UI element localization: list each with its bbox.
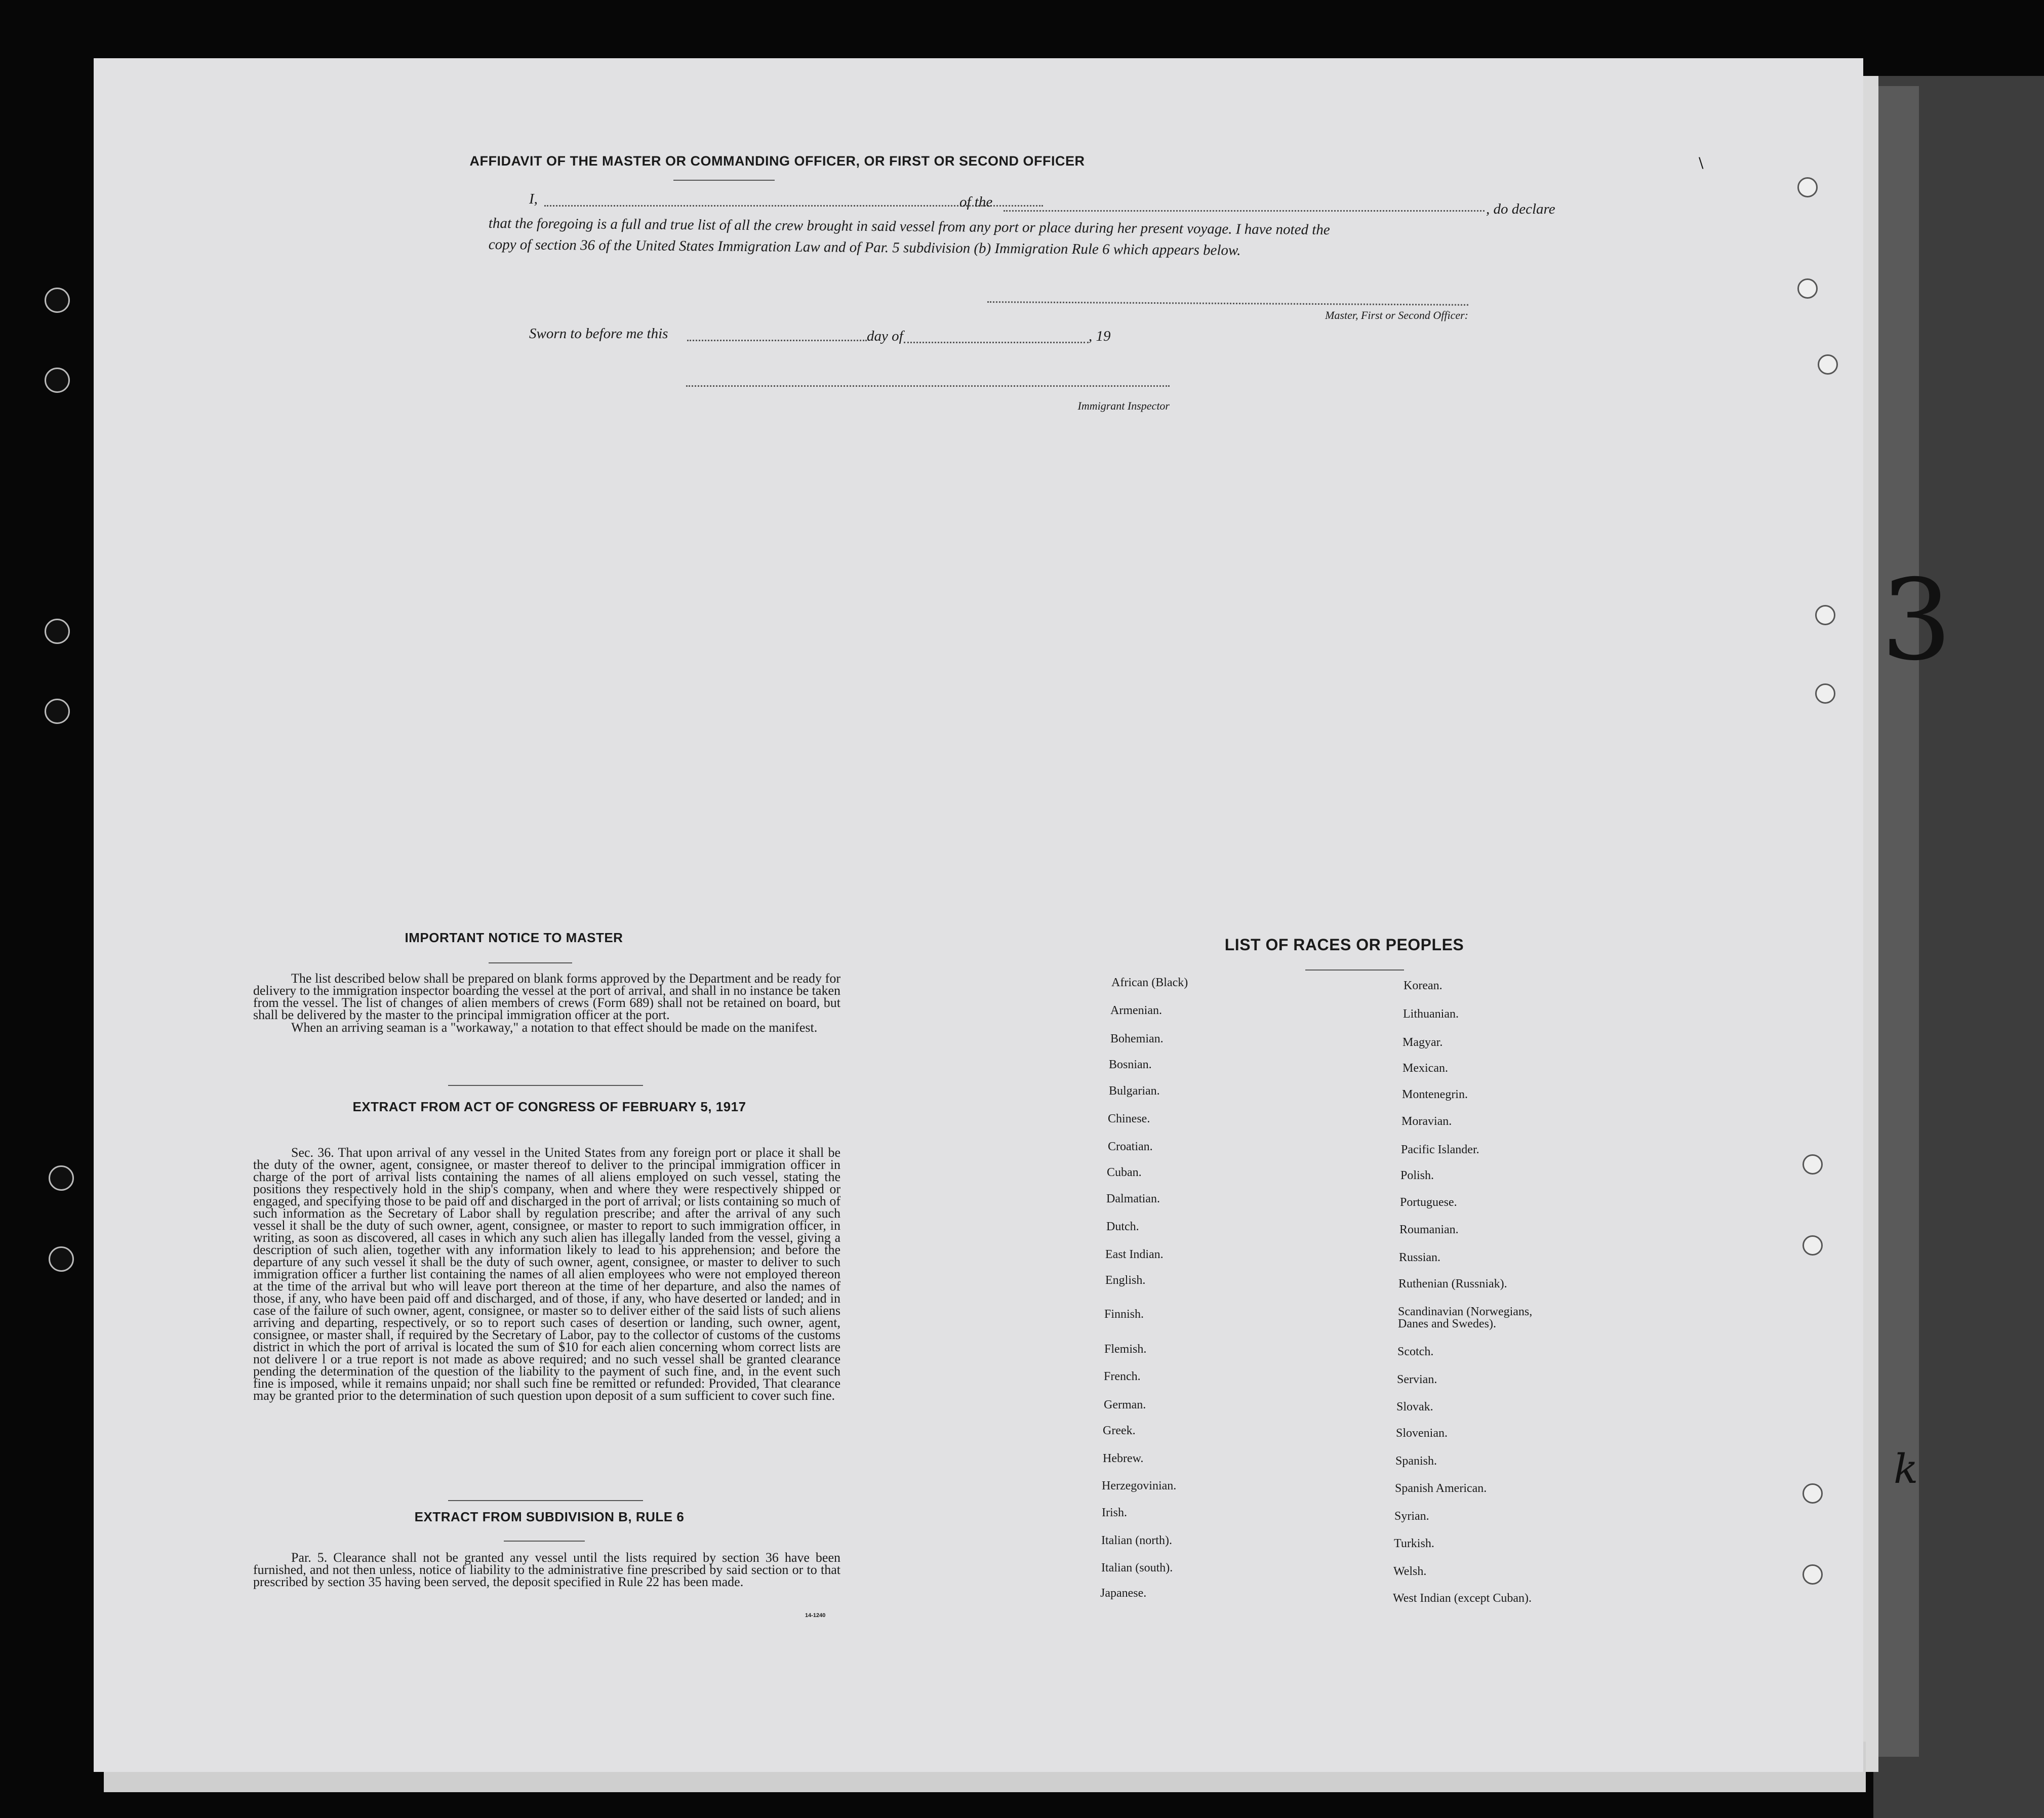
extract-rule-title: EXTRACT FROM SUBDIVISION B, RULE 6 xyxy=(414,1509,685,1524)
race-left-item: Greek. xyxy=(1103,1424,1136,1437)
race-right-item: Portuguese. xyxy=(1400,1196,1457,1209)
race-left-item: Dutch. xyxy=(1106,1220,1139,1233)
race-right-item: Slovak. xyxy=(1396,1400,1433,1413)
race-left-item: Armenian. xyxy=(1110,1004,1162,1017)
race-left-item: Hebrew. xyxy=(1103,1452,1144,1465)
race-right-item: Polish. xyxy=(1400,1169,1434,1182)
notice-title: IMPORTANT NOTICE TO MASTER xyxy=(405,930,623,945)
races-rule xyxy=(1305,969,1404,971)
inspector-caption: Immigrant Inspector xyxy=(1077,399,1170,412)
section-rule xyxy=(504,1541,585,1542)
race-left-item: Herzegovinian. xyxy=(1102,1479,1177,1492)
race-right-item: Scotch. xyxy=(1397,1345,1434,1358)
race-right-item: Spanish American. xyxy=(1395,1482,1487,1495)
form-number: 14-1240 xyxy=(805,1612,826,1619)
punch-hole xyxy=(1802,1154,1823,1175)
race-right-item: West Indian (except Cuban). xyxy=(1393,1592,1532,1605)
race-left-item: Japanese. xyxy=(1100,1587,1147,1600)
binder-hole xyxy=(49,1165,74,1191)
notice-rule xyxy=(489,962,572,963)
races-title: LIST OF RACES OR PEOPLES xyxy=(1224,936,1464,954)
affidavit-of-label: of the xyxy=(959,194,993,210)
section-rule xyxy=(448,1500,643,1501)
race-left-item: Dalmatian. xyxy=(1106,1192,1160,1205)
affidavit-declare-label: , do declare xyxy=(1486,201,1555,217)
sworn-day-blank[interactable] xyxy=(687,340,867,341)
race-right-item: Pacific Islander. xyxy=(1401,1143,1479,1156)
sworn-year-label: , 19 xyxy=(1089,328,1111,344)
race-left-item: Cuban. xyxy=(1107,1166,1142,1179)
race-right-item: Roumanian. xyxy=(1399,1223,1459,1236)
master-signature-line[interactable] xyxy=(987,301,1468,306)
race-left-item: Irish. xyxy=(1102,1506,1127,1519)
race-right-item: Turkish. xyxy=(1394,1537,1434,1550)
punch-hole xyxy=(1797,177,1818,197)
binder-hole xyxy=(45,368,70,393)
race-right-item: Moravian. xyxy=(1401,1115,1452,1128)
punch-hole xyxy=(1802,1235,1823,1256)
race-left-item: Bosnian. xyxy=(1109,1058,1152,1071)
affidavit-line-3: copy of section 36 of the United States Immigration Law and of Par. 5 subdivision (b) Immigration Rule 6 which appears below. xyxy=(488,236,1241,259)
sworn-month-blank[interactable] xyxy=(904,342,1089,343)
race-right-item: Scandinavian (Norwegians, Danes and Swedes). xyxy=(1398,1305,1533,1330)
notice-paragraph-1: The list described below shall be prepared on blank forms approved by the Department and be ready for delivery to the immigration inspector boarding the vessel at the port of arrival, and shall in no instance be taken from the vessel. The list of changes of alien members of crews (Form 689) shall not be retained on board, but shall be delivered by the master to the principal immigration officer at the port. xyxy=(253,971,840,1022)
race-right-item: Welsh. xyxy=(1393,1565,1427,1578)
affidavit-title: AFFIDAVIT OF THE MASTER OR COMMANDING OFFICER, OR FIRST OR SECOND OFFICER xyxy=(469,153,1085,169)
page-number-handwritten: 3 xyxy=(1881,555,1952,685)
notice-paragraph-2: When an arriving seaman is a "workaway," a notation to that effect should be made on the manifest. xyxy=(291,1020,818,1035)
race-left-item: Italian (south). xyxy=(1101,1561,1173,1574)
affidavit-line-2: that the foregoing is a full and true list of all the crew brought in said vessel from any port or place during her present voyage. I have noted the xyxy=(488,215,1330,238)
punch-hole xyxy=(1815,683,1835,704)
race-right-item: Russian. xyxy=(1399,1251,1441,1264)
race-right-item: Lithuanian. xyxy=(1403,1007,1459,1021)
race-right-item: Ruthenian (Russniak). xyxy=(1398,1277,1507,1290)
race-right-item: Korean. xyxy=(1404,979,1442,992)
race-right-item: Syrian. xyxy=(1394,1510,1429,1523)
margin-tick: \ xyxy=(1699,154,1704,171)
race-left-item: Bulgarian. xyxy=(1109,1084,1160,1098)
race-right-item: Mexican. xyxy=(1402,1062,1448,1075)
section-rule xyxy=(448,1085,643,1086)
sworn-day-label: day of xyxy=(867,328,903,344)
margin-fragment: k xyxy=(1894,1445,1918,1492)
punch-hole xyxy=(1802,1564,1823,1585)
title-rule xyxy=(673,180,775,181)
extract-act-text: Sec. 36. That upon arrival of any vessel in the United States from any foreign port or place it shall be the duty of the owner, agent, consignee, or master thereof to deliver to the principal immigration officer in charge of the port of arrival lists containing the names of all aliens employed on such vessel, stating the positions they respectively hold in the ship's company, when and where they were respectively shipped or engaged, and specifying those to be paid off and discharged in the port of arrival; or lists containing so much of such information as the Secretary of Labor shall by regulation prescribe; and after the arrival of any such vessel it shall be the duty of such owner, agent, consignee, or master to report to such immigration officer, in writing, as soon as discovered, all cases in which any such alien has illegally landed from the vessel, giving a description of such alien, together with any information likely to lead to his apprehension; and before the departure of any such vessel it shall be the duty of such owner, agent, consignee, or master to deliver to such immigration officer a further list containing the names of all alien employees who were not employed thereon at the time of the arrival but who will leave port thereon at the time of her departure, and also the names of those, if any, who have been paid off and discharged, and of those, if any, who have deserted or landed; and in case of the failure of such owner, agent, consignee, or master so to deliver either of the said lists of such aliens arriving and departing, respectively, or so to report such cases of desertion or landing, such owner, agent, consignee, or master shall, if required by the Secretary of Labor, pay to the collector of customs of the customs district in which the port of arrival is located the sum of $10 for each alien concerning whom correct lists are not delivere l or a true report is not made as above required; and no such vessel shall be granted clearance pending the determination of the question of the liability to the payment of such fine, and, in the event such fine is imposed, while it remains unpaid; nor shall such fine be remitted or refunded: Provided, That clearance may be granted prior to the determination of such question upon deposit of a sum sufficient to cover such fine. xyxy=(253,1145,840,1403)
punch-hole xyxy=(1818,354,1838,375)
race-left-item: Croatian. xyxy=(1108,1140,1153,1153)
inspector-signature-line[interactable] xyxy=(686,385,1170,387)
race-left-item: Flemish. xyxy=(1104,1343,1147,1356)
binder-hole xyxy=(45,699,70,724)
extract-rule-text: Par. 5. Clearance shall not be granted any vessel until the lists required by section 36 have been furnished, and not then unless, notice of liability to the administrative fine prescribed by said section or to that prescribed by section 35 having been served, the deposit specified in Rule 22 has been made. xyxy=(253,1550,840,1589)
race-left-item: East Indian. xyxy=(1105,1248,1164,1261)
vessel-blank[interactable] xyxy=(1004,210,1485,212)
race-right-item: Montenegrin. xyxy=(1402,1088,1468,1101)
binder-hole xyxy=(49,1246,74,1272)
race-left-item: Bohemian. xyxy=(1110,1032,1164,1045)
binder-hole xyxy=(45,288,70,313)
race-left-item: Italian (north). xyxy=(1101,1534,1172,1547)
race-right-item: Magyar. xyxy=(1402,1036,1443,1049)
race-left-item: African (Black) xyxy=(1111,976,1188,989)
race-left-item: German. xyxy=(1104,1398,1146,1411)
race-right-item: Slovenian. xyxy=(1396,1427,1448,1440)
punch-hole xyxy=(1815,605,1835,625)
punch-hole xyxy=(1802,1483,1823,1504)
extract-act-title: EXTRACT FROM ACT OF CONGRESS OF FEBRUARY 5, 1917 xyxy=(352,1099,746,1114)
sworn-prefix: Sworn to before me this xyxy=(529,326,668,342)
race-left-item: English. xyxy=(1105,1274,1146,1287)
race-left-item: French. xyxy=(1104,1370,1141,1383)
race-right-item: Servian. xyxy=(1397,1373,1437,1386)
document-page xyxy=(94,58,1952,1772)
race-left-item: Finnish. xyxy=(1104,1308,1144,1321)
binder-hole xyxy=(45,619,70,644)
affidavit-i-label: I, xyxy=(529,191,538,207)
punch-hole xyxy=(1797,278,1818,299)
master-signature-caption: Master, First or Second Officer: xyxy=(1325,309,1468,321)
race-right-item: Spanish. xyxy=(1395,1455,1437,1468)
race-left-item: Chinese. xyxy=(1108,1112,1150,1125)
